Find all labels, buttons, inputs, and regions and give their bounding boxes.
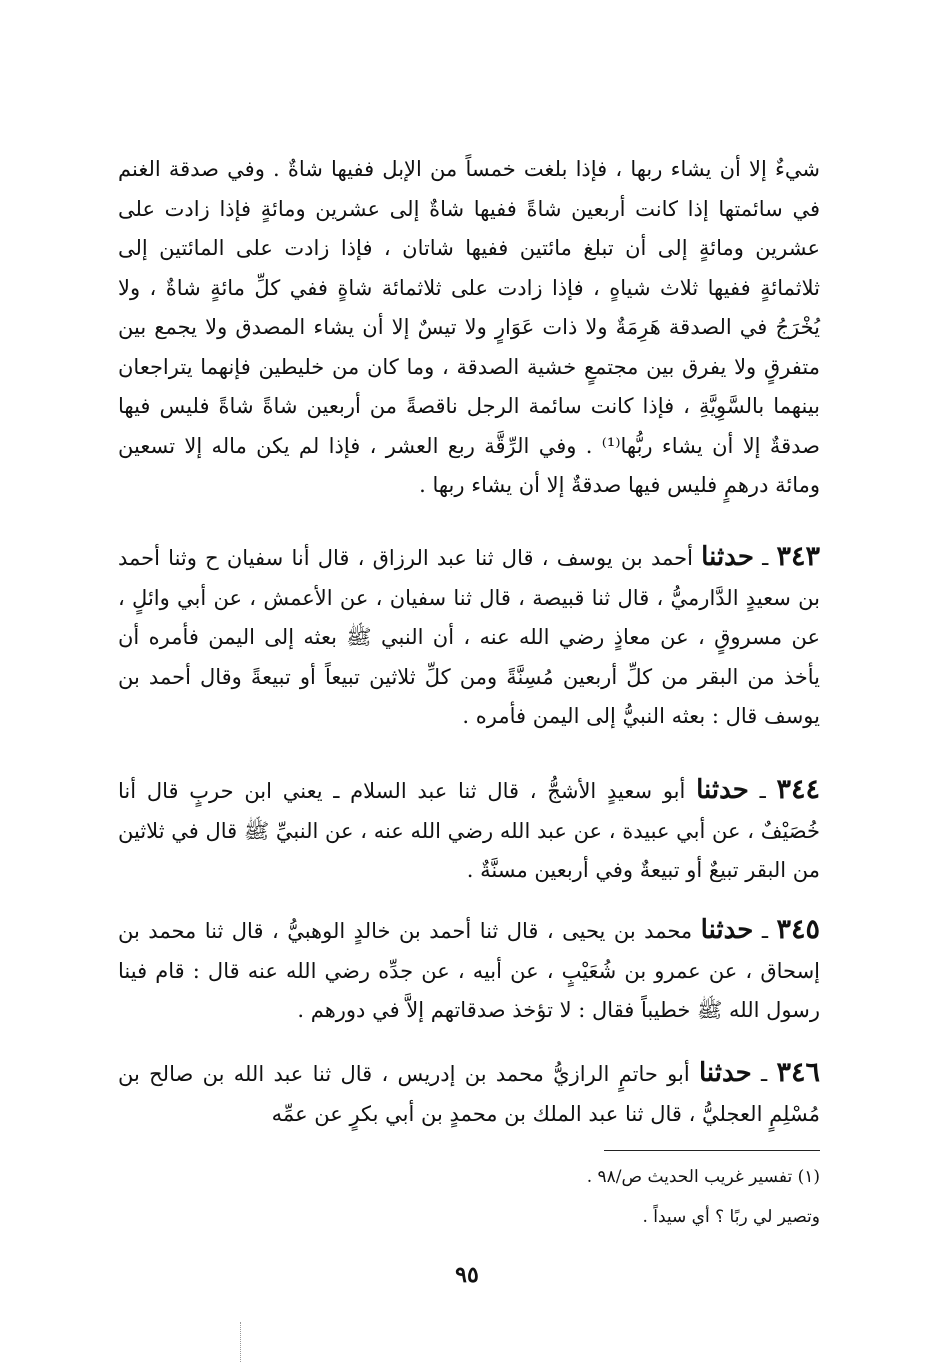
hadith-heading: حدثنا [701,542,754,572]
hadith-344: ٣٤٤ ـ حدثنا أبو سعيدٍ الأشجُّ ، قال ثنا عبد السلام ـ يعني ابن حربٍ قال أنا خُصَيْفٌ ، عن أبي عبيدة ، عن عبد الله رضي الله عنه ، عن النبيِّ ﷺ قال في ثلاثين من البقر تبيعٌ أو تبيعةٌ وفي أربعين مسنَّةٌ . [118,774,820,882]
hadith-345: ٣٤٥ ـ حدثنا محمد بن يحيى ، قال ثنا أحمد بن خالدٍ الوهبيُّ ، قال ثنا محمد بن إسحاق ، عن عمرو بن شُعَيْبٍ ، عن أبيه ، عن جدِّه رضي الله عنه قال : قام فينا رسول الله ﷺ خطيباً فقال : لا تؤخذ صدقاتهم إلاَّ في دورهم . [118,914,820,1022]
hadith-number: ٣٤٤ [776,774,820,805]
footnote-divider [604,1150,820,1151]
hadith-text: أبو حاتمٍ الرازيُّ محمد بن إدريس ، قال ثنا عبد الله بن صالح بن مُسْلِمٍ العجليُّ ، قال ثنا عبد الملك بن محمدٍ بن أبي بكرٍ عن عمِّه [118,1062,820,1126]
scan-margin-line [240,1322,241,1362]
hadith-number: ٣٤٦ [776,1057,820,1088]
hadith-346: ٣٤٦ ـ حدثنا أبو حاتمٍ الرازيُّ محمد بن إدريس ، قال ثنا عبد الله بن صالح بن مُسْلِمٍ العجليُّ ، قال ثنا عبد الملك بن محمدٍ بن أبي بكرٍ عن عمِّه [118,1057,820,1126]
hadith-text: محمد بن يحيى ، قال ثنا أحمد بن خالدٍ الوهبيُّ ، قال ثنا محمد بن إسحاق ، عن عمرو بن شُعَيْبٍ ، عن أبيه ، عن جدِّه رضي الله عنه قال : قام فينا رسول الله ﷺ خطيباً فقال : لا تؤخذ صدقاتهم إلاَّ في دورهم . [118,919,820,1022]
hadith-343: ٣٤٣ ـ حدثنا أحمد بن يوسف ، قال ثنا عبد الرزاق ، قال أنا سفيان ح وثنا أحمد بن سعيدٍ الدَّارميُّ ، قال ثنا قبيصة ، قال ثنا سفيان ، عن الأعمش ، عن أبي وائلٍ ، عن مسروقٍ ، عن معاذٍ رضي الله عنه ، أن النبي ﷺ بعثه إلى اليمن فأمره أن يأخذ من البقر من كلِّ أربعين مُسِنَّةً ومن كلِّ ثلاثين تبيعاً أو تبيعةً وقال أحمد بن يوسف قال : بعثه النبيُّ إلى اليمن فأمره . [118,541,820,728]
hadith-heading: حدثنا [700,915,754,945]
hadith-number: ٣٤٥ [776,914,820,945]
hadith-text: أبو سعيدٍ الأشجُّ ، قال ثنا عبد السلام ـ يعني ابن حربٍ قال أنا خُصَيْفٌ ، عن أبي عبيدة ، عن عبد الله رضي الله عنه ، عن النبيِّ ﷺ قال في ثلاثين من البقر تبيعٌ أو تبيعةٌ وفي أربعين مسنَّةٌ . [118,779,820,882]
hadith-text: أحمد بن يوسف ، قال ثنا عبد الرزاق ، قال أنا سفيان ح وثنا أحمد بن سعيدٍ الدَّارميُّ ، قال ثنا قبيصة ، قال ثنا سفيان ، عن الأعمش ، عن أبي وائلٍ ، عن مسروقٍ ، عن معاذٍ رضي الله عنه ، أن النبي ﷺ بعثه إلى اليمن فأمره أن يأخذ من البقر من كلِّ أربعين مُسِنَّةً ومن كلِّ ثلاثين تبيعاً أو تبيعةً وقال أحمد بن يوسف قال : بعثه النبيُّ إلى اليمن فأمره . [118,546,820,728]
body-paragraph: شيءٌ إلا أن يشاء ربها ، فإذا بلغت خمساً من الإبل ففيها شاةٌ . وفي صدقة الغنم في سائمتها إذا كانت أربعين شاةً ففيها شاةٌ إلى عشرين ومائةٍ فإذا زادت على عشرين ومائةٍ إلى أن تبلغ مائتين ففيها شاتان ، فإذا زادت على المائتين إلى ثلاثمائةٍ ففيها ثلاث شياهٍ ، فإذا زادت على ثلاثمائة شاةٍ ففي كلِّ مائةٍ شاةٌ ، ولا يُخْرَجُ في الصدقة هَرِمَةٌ ولا ذات عَوَارٍ ولا تيسٌ إلا أن يشاء المصدق ولا يجمع بين متفرقٍ ولا يفرق بين مجتمعٍ خشية الصدقة ، وما كان من خليطين فإنهما يتراجعان بينهما بالسَّوِيَّةِ ، فإذا كانت سائمة الرجل ناقصةً من أربعين شاةً شاةً فليس فيها صدقةٌ إلا أن يشاء ربُّها⁽¹⁾ . وفي الرِّقَّة ربع العشر ، فإذا لم يكن ماله إلا تسعين ومائة درهمٍ فليس فيها صدقةٌ إلا أن يشاء ربها . [118,157,820,497]
page-number: ٩٥ [455,1262,479,1288]
footnote-2: وتصير لي ربًا ؟ أي سيداً . [642,1207,820,1227]
footnote-1: (١) تفسير غريب الحديث ص/٩٨ . [586,1167,820,1187]
hadith-heading: حدثنا [699,1058,752,1088]
hadith-heading: حدثنا [696,775,749,805]
hadith-number: ٣٤٣ [776,541,820,572]
